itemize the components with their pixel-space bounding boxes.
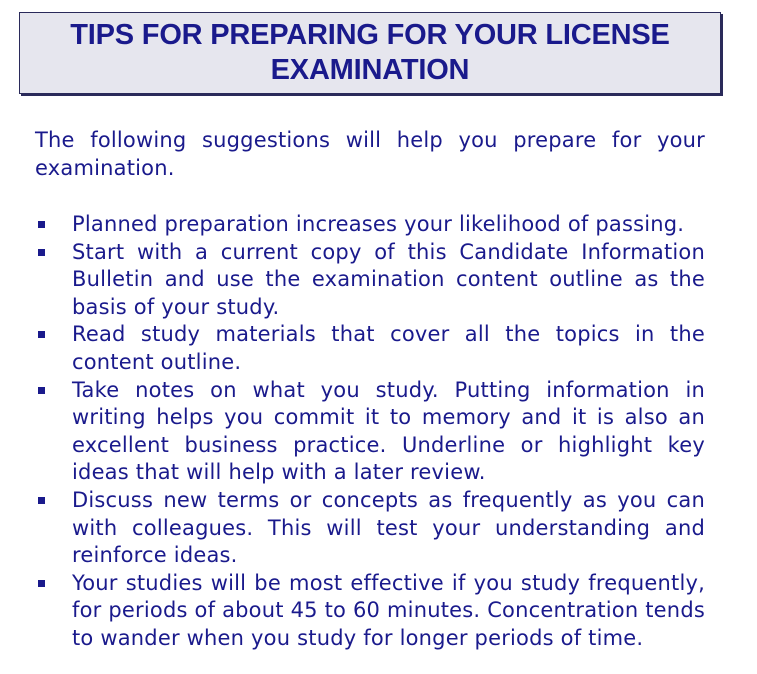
page-title xyxy=(70,18,669,88)
intro-paragraph: The following suggestions will help you prepare for your examination. xyxy=(35,128,705,180)
title-banner xyxy=(19,12,721,94)
list-item xyxy=(35,211,705,239)
list-item xyxy=(35,487,705,570)
list-item-text: Start with a current copy of this Candidate Information Bulletin and use the examination content outline as the basis of your study. xyxy=(72,239,705,319)
square-bullet-icon xyxy=(38,580,45,587)
list-item-text: Take notes on what you study. Putting information in writing helps you commit it to memory and it is also an excellent business practice. Underline or highlight key ideas that will help with a later review. xyxy=(72,377,705,485)
page-title-line-1: TIPS FOR PREPARING FOR YOUR LICENSE xyxy=(70,19,670,51)
square-bullet-icon xyxy=(38,249,45,256)
list-item-text: Planned preparation increases your likelihood of passing. xyxy=(72,212,685,236)
square-bullet-icon xyxy=(38,387,45,394)
square-bullet-icon xyxy=(38,331,45,338)
list-item-text: Read study materials that cover all the topics in the content outline. xyxy=(72,322,705,374)
square-bullet-icon xyxy=(38,221,45,228)
list-item-text: Discuss new terms or concepts as frequently as you can with colleagues. This will test your understanding and reinforce ideas. xyxy=(72,487,705,568)
list-item xyxy=(35,377,705,487)
page-title-line-2: EXAMINATION xyxy=(270,54,470,86)
tips-list xyxy=(35,211,705,653)
square-bullet-icon xyxy=(38,497,45,504)
list-item-text: Your studies will be most effective if you study frequently, for periods of about 45 to 60 minutes. Concentration tends to wander when you study for longer periods of time. xyxy=(72,570,705,650)
list-item xyxy=(35,570,705,653)
list-item xyxy=(35,239,705,322)
list-item xyxy=(35,321,705,376)
